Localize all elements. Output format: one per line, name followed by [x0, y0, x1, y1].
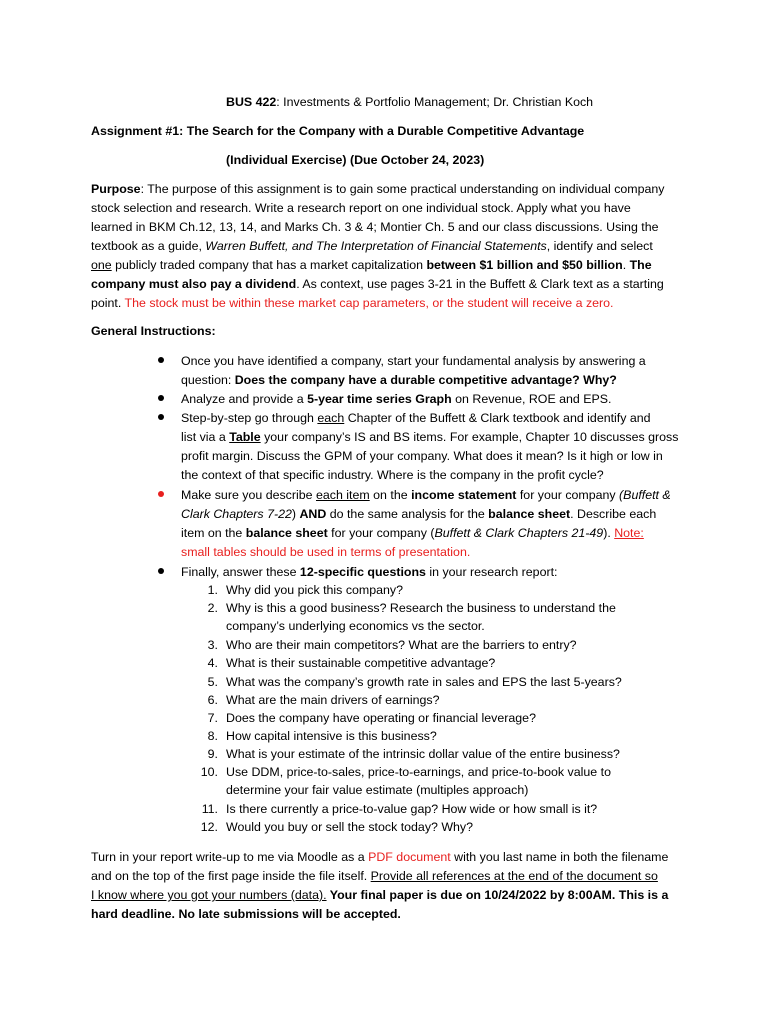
text-span: Chapter of the Buffett & Clark textbook and identify and [344, 411, 651, 425]
table-requirement: Table [229, 430, 261, 444]
bullet-icon [158, 414, 164, 420]
question-text: What is their sustainable competitive advantage? [226, 656, 496, 670]
bullet-3-line-4: the context of that specific industry. Where is the company in the profit cycle? [181, 468, 604, 482]
underlined-one: one [91, 258, 112, 272]
text-span: publicly traded company that has a market capitalization [111, 258, 427, 272]
text-span: each [317, 411, 345, 425]
purpose-line-4 [91, 237, 653, 255]
question-number: 6. [207, 693, 218, 707]
market-cap-warning: The stock must be within these market cap parameters, or the student will receive a zero. [124, 296, 614, 310]
closing-line-2 [91, 867, 658, 885]
text-span: (Buffett & [619, 488, 671, 502]
bullet-icon [158, 568, 164, 574]
bullet-5-line-1 [181, 563, 557, 581]
bullet-3-line-2 [181, 428, 678, 446]
purpose-line-5 [91, 256, 652, 274]
question-number: 11. [201, 802, 218, 816]
purpose-text: : The purpose of this assignment is to gain some practical understanding on individual company [140, 182, 665, 196]
note-label: Note: [614, 526, 644, 540]
text-span: Clark Chapters 7-22 [181, 507, 292, 521]
purpose-line-1 [91, 180, 665, 198]
text-span: for your company ( [327, 526, 435, 540]
question-text: determine your fair value estimate (multiples approach) [226, 783, 529, 797]
pdf-format-note: PDF document [368, 850, 451, 864]
text-span: on the [369, 488, 412, 502]
bullet-4-line-1 [181, 486, 671, 504]
bullet-1-line-2 [181, 371, 617, 389]
closing-line-3 [91, 886, 668, 904]
closing-line-4: hard deadline. No late submissions will be accepted. [91, 907, 401, 921]
question-text: company’s underlying economics vs the sector. [226, 619, 485, 633]
text-span: Step-by-step go through [181, 411, 318, 425]
question-text: Does the company have operating or financial leverage? [226, 711, 536, 725]
question-text: What is your estimate of the intrinsic dollar value of the entire business? [226, 747, 620, 761]
text-span: in your research report: [425, 565, 558, 579]
assignment-title: Assignment #1: The Search for the Company with a Durable Competitive Advantage [91, 124, 585, 138]
market-cap-range: between $1 billion and $50 billion [426, 258, 623, 272]
text-span: item on the [181, 526, 246, 540]
question-text: Who are their main competitors? What are the barriers to entry? [226, 638, 577, 652]
question-number: 9. [207, 747, 218, 761]
question-text: Would you buy or sell the stock today? Why? [226, 820, 474, 834]
question-number: 10. [200, 765, 218, 779]
text-span: income statement [411, 488, 517, 502]
question-number: 7. [207, 711, 218, 725]
text-span: list via a [181, 430, 230, 444]
text-span: Buffett & Clark Chapters 21-49 [434, 526, 604, 540]
question-text: Why is this a good business? Research the business to understand the [226, 601, 616, 615]
book-title: Warren Buffett, and The Interpretation of Financial Statements [205, 239, 547, 253]
bullet-2-line-1 [181, 390, 612, 408]
purpose-line-2: stock selection and research. Write a research report on one individual stock. Apply what you have [91, 201, 631, 215]
text-span: AND [299, 507, 327, 521]
purpose-line-7 [91, 294, 614, 312]
key-question: Does the company have a durable competitive advantage? Why? [234, 373, 617, 387]
question-number: 1. [207, 583, 218, 597]
bullet-3-line-1 [181, 409, 651, 427]
question-number: 12. [200, 820, 218, 834]
text-span: your company’s IS and BS items. For example, Chapter 10 discusses gross [260, 430, 679, 444]
course-line [226, 93, 593, 111]
text-span: each item [315, 488, 370, 502]
text-span: with you last name in both the filename [450, 850, 669, 864]
deadline-text: Your final paper is due on 10/24/2022 by 8:00AM. This is a [326, 888, 669, 902]
text-span: balance sheet [245, 526, 328, 540]
question-number: 5. [207, 675, 218, 689]
purpose-label: Purpose [91, 182, 141, 196]
bullet-4-line-3 [181, 524, 644, 542]
text-span: point. [91, 296, 125, 310]
course-title: : Investments & Portfolio Management; Dr. Christian Koch [276, 95, 594, 109]
text-span: for your company [516, 488, 620, 502]
text-span: textbook as a guide, [91, 239, 206, 253]
question-number: 2. [207, 601, 218, 615]
text-span: Turn in your report write-up to me via Moodle as a [91, 850, 369, 864]
bullet-icon [158, 357, 164, 363]
purpose-line-3: learned in BKM Ch.12, 13, 14, and Marks Ch. 3 & 4; Montier Ch. 5 and our class discussions. Using the [91, 220, 659, 234]
assignment-subtitle: (Individual Exercise) (Due October 24, 2023) [226, 153, 485, 167]
bullet-4-line-4: small tables should be used in terms of presentation. [181, 545, 471, 559]
bullet-3-line-3: profit margin. Discuss the GPM of your company. What does it mean? Is it high or low in [181, 449, 663, 463]
bullet-1-line-1: Once you have identified a company, start your fundamental analysis by answering a [181, 354, 646, 368]
text-span: . [622, 258, 630, 272]
question-text: How capital intensive is this business? [226, 729, 437, 743]
text-span: Analyze and provide a [181, 392, 308, 406]
text-span: Make sure you describe [181, 488, 316, 502]
question-number: 3. [207, 638, 218, 652]
bullet-4-line-2 [181, 505, 656, 523]
course-code: BUS 422 [226, 95, 277, 109]
text-span: ). [603, 526, 615, 540]
text-span: 12-specific questions [299, 565, 426, 579]
question-text: Is there currently a price-to-value gap? How wide or how small is it? [226, 802, 598, 816]
text-span: Finally, answer these [181, 565, 300, 579]
graph-requirement: 5-year time series Graph [307, 392, 452, 406]
text-span: and on the top of the first page inside the file itself. [91, 869, 371, 883]
text-span: balance sheet [488, 507, 571, 521]
question-number: 8. [207, 729, 218, 743]
instructions-heading: General Instructions: [91, 324, 216, 338]
purpose-line-6 [91, 275, 664, 293]
text-span: on Revenue, ROE and EPS. [451, 392, 612, 406]
text-span: ) [291, 507, 300, 521]
dividend-requirement: company must also pay a dividend [91, 277, 297, 291]
question-text: Why did you pick this company? [226, 583, 403, 597]
bullet-icon [158, 395, 164, 401]
references-note: I know where you got your numbers (data). [91, 888, 327, 902]
references-note: Provide all references at the end of the document so [370, 869, 658, 883]
text-span: The [629, 258, 652, 272]
closing-line-1 [91, 848, 668, 866]
bullet-icon [158, 491, 164, 497]
question-number: 4. [207, 656, 218, 670]
text-span: question: [181, 373, 235, 387]
text-span: , identify and select [546, 239, 653, 253]
text-span: do the same analysis for the [326, 507, 489, 521]
question-text: What are the main drivers of earnings? [226, 693, 440, 707]
question-text: What was the company’s growth rate in sales and EPS the last 5-years? [226, 675, 622, 689]
text-span: . As context, use pages 3-21 in the Buffett & Clark text as a starting [296, 277, 664, 291]
text-span: . Describe each [570, 507, 657, 521]
question-text: Use DDM, price-to-sales, price-to-earnings, and price-to-book value to [226, 765, 611, 779]
